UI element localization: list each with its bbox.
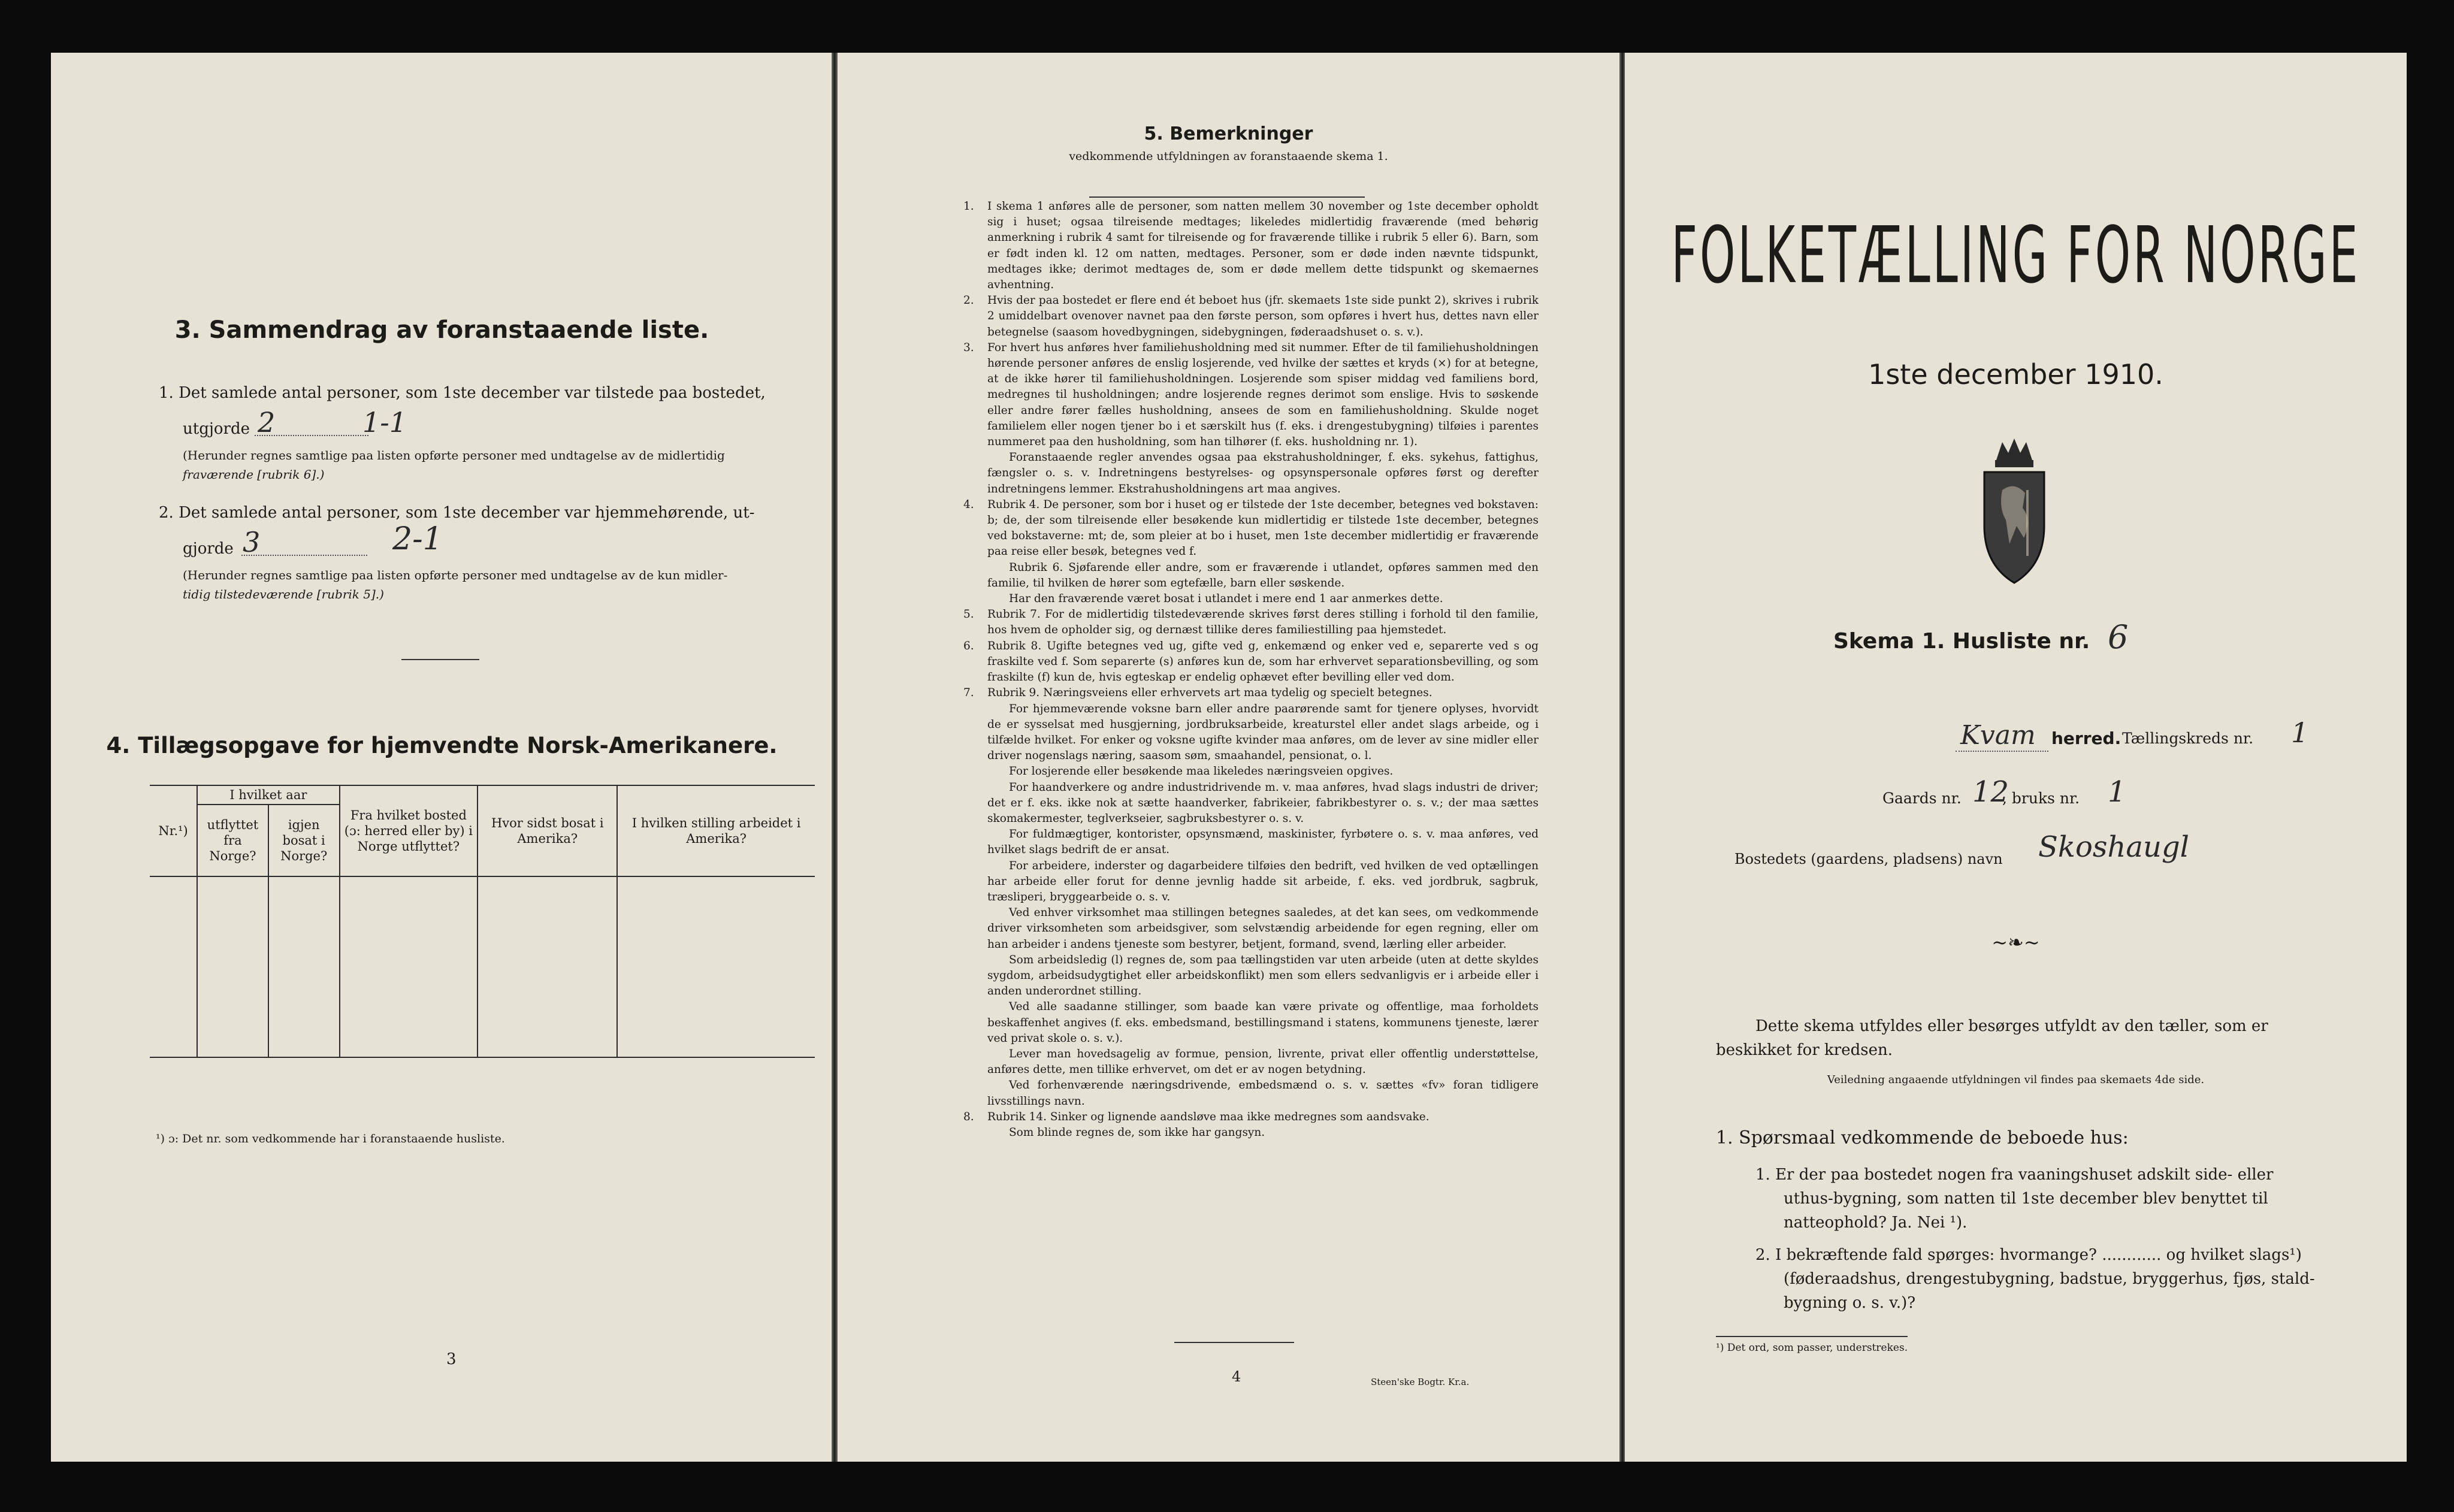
page-number-4: 4 xyxy=(1232,1368,1241,1385)
divider xyxy=(401,659,479,660)
q1-text: 1. Det samlede antal personer, som 1ste december var tilstede paa bostedet, xyxy=(159,384,766,402)
question-2-line-1: 2. I bekræftende fald spørges: hvormange? ............ og hvilket slags¹) xyxy=(1755,1246,2302,1264)
bruks-number: 1 xyxy=(2108,775,2126,809)
q1-note-b: fraværende [rubrik 6].) xyxy=(183,467,325,482)
question-1-line-1: 1. Er der paa bostedet nogen fra vaaningshuset adskilt side- eller xyxy=(1755,1166,2274,1184)
col-hvor: Hvor sidst bosat i Amerika? xyxy=(477,785,617,876)
remark-item-7: 7. Rubrik 9. Næringsveiens eller erhvervets art maa tydelig og specielt betegnes. For hjemmeværende voksne barn eller andre paarørende samt for tjenere oplyses, hvorvidt de er sysselsat med husgjerning, jordbruksarbeide, kreaturstel eller andet slags arbeide, og i tilfælde hvilket. For enker og voksne ugifte kvinder maa anføres, om de lever av sine midler eller driver nogenslags næring, saasom søm, smaahandel, pensionat, o. l. For losjerende eller besøkende maa likeledes næringsveien opgives. For haandverkere og andre industridrivende m. v. maa anføres, hvad slags industri de driver; det er f. eks. ikke nok at sætte haandverker, fabrikeier, fabrikbestyrer o. s. v.; der maa sættes skomakermester, teglverkseier, sagbruksbestyrer o. s. v. For fuldmægtiger, kontorister, opsynsmænd, maskinister, fyrbøtere o. s. v. maa anføres, ved hvilket slags bedrift de er ansat. For arbeidere, inderster og dagarbeidere tilføies den bedrift, ved hvilken de ved optællingen har arbeide eller forut for denne jevnlig hadde sit arbeide, f. eks. ved jordbruk, sagbruk, træsliperi, bryggearbeide o. s. v. Ved enhver virksomhet maa stillingen betegnes saaledes, at det kan sees, om vedkommende driver virksomheten som arbeidsgiver, som selvstændig arbeidende for egen regning, eller om han arbeider i andens tjeneste som bestyrer, betjent, formand, svend, lærling eller arbeider. Som arbeidsledig (l) regnes de, som paa tællingstiden var uten arbeide (uten at dette skyldes sygdom, arbeidsudygtighet eller arbeidskonflikt) men som ellers sedvanligvis er i arbeide eller i anden underordnet stilling. Ved alle saadanne stillinger, som baade kan være private og offentlige, maa forholdets beskaffenhet angives (f. eks. embedsmand, bestillingsmand i statens, kommunens tjeneste, lærer ved privat skole o. s. v.). Lever man hovedsagelig av formue, pension, livrente, privat eller offentlig understøttelse, anføres dette, men tillike erhvervet, om det er av nogen betydning. Ved forhenværende næringsdrivende, embedsmænd o. s. v. sættes «fv» foran tidligere livsstillings navn. xyxy=(963,687,1539,1108)
q2-text: 2. Det samlede antal personer, som 1ste december var hjemmehørende, ut- xyxy=(159,504,755,522)
printer-mark: Steen'ske Bogtr. Kr.a. xyxy=(1371,1377,1470,1387)
col-stilling: I hvilken stilling arbeidet i Amerika? xyxy=(617,785,815,876)
remarks-list xyxy=(963,199,1539,1141)
table-row xyxy=(150,913,815,949)
col-nr: Nr.¹) xyxy=(150,785,197,876)
intro-line-1: Dette skema utfyldes eller besørges utfyldt av den tæller, som er xyxy=(1755,1017,2268,1035)
page-fold xyxy=(832,53,838,1462)
col-igjen: igjen bosat i Norge? xyxy=(268,805,340,876)
census-title: FOLKETÆLLING FOR NORGE xyxy=(1671,210,2361,301)
q1-note-a: (Herunder regnes samtlige paa listen opførte personer med undtagelse av de midlertidig xyxy=(183,448,725,462)
herred-line xyxy=(1956,751,2048,752)
q1-handwritten-b: 1-1 xyxy=(362,406,407,439)
table-footnote: ¹) ɔ: Det nr. som vedkommende har i foranstaaende husliste. xyxy=(156,1132,505,1145)
page-3 xyxy=(51,53,833,1462)
question-1-line-3: natteophold? Ja. Nei ¹). xyxy=(1784,1214,1968,1232)
remark-item-6: 6. Rubrik 8. Ugifte betegnes ved ug, gifte ved g, enkemænd og enker ved e, separerte ved s og fraskilte ved f. Som separerte (s) anføres kun de, som har erhvervet separationsbevilling, og som fraskilte (f) kun de, hvis egteskap er endelig ophævet efter bevilling eller ved dom. xyxy=(963,639,1539,684)
question-2-line-3: bygning o. s. v.)? xyxy=(1784,1294,1916,1312)
q1-handwritten-a: 2 xyxy=(258,406,276,439)
schema-label: Skema 1. Husliste nr. xyxy=(1833,629,2090,654)
bosted-name: Skoshaugl xyxy=(2038,830,2190,864)
remarks-subheading: vedkommende utfyldningen av foranstaaende skema 1. xyxy=(1069,150,1388,163)
remarks-end-rule xyxy=(1174,1342,1294,1343)
census-date: 1ste december 1910. xyxy=(1868,358,2163,391)
q1-dotted-line xyxy=(255,435,368,436)
remark-item-3: 3. For hvert hus anføres hver familiehusholdning med sit nummer. Efter de til familiehusholdningen hørende personer anføres de enslig losjerende, ved hvilke der sættes et kryds (×) for at betegne, at de ikke hører til familiehusholdningen. Losjerende som spiser middag ved familiens bord, medregnes til husholdningen; andre losjerende regnes derimot som enslige. Hvis to søskende eller andre fører fælles husholdning, ansees de som en familiehusholdning. Skulde noget familielem eller nogen tjener bo i et særskilt hus (f. eks. i drengestubygning) tilføies i parentes nummeret paa den husholdning, som han tilhører (f. eks. husholdning nr. 1). Foranstaaende regler anvendes ogsaa paa ekstrahusholdninger, f. eks. sykehus, fattighus, fængsler o. s. v. Indretningens bestyrelses- og opsynspersonale opføres først og derefter indretningens lemmer. Ekstrahusholdningens art maa angives. xyxy=(963,341,1539,495)
remark-item-2: 2. Hvis der paa bostedet er flere end ét beboet hus (jfr. skemaets 1ste side punkt 2), skrives i rubrik 2 umiddelbart ovenover navnet paa den første person, som opføres i hvert hus, dettes navn eller betegnelse (saasom hovedbygningen, sidebygningen, føderaadshuset o. s. v.). xyxy=(963,294,1539,338)
col-utflyttet: utflyttet fra Norge? xyxy=(197,805,268,876)
remark-item-4: 4. Rubrik 4. De personer, som bor i huset og er tilstede der 1ste december, betegnes ved bokstaven: b; de, der som tilreisende eller besøkende kun midlertidig er tilstede 1ste december, betegnes ved bokstaverne: mt; de, som pleier at bo i huset, men 1ste december midlertidig er fraværende paa reise eller besøk, betegnes ved f. Rubrik 6. Sjøfarende eller andre, som er fraværende i utlandet, opføres sammen med den familie, til hvilken de hører som egtefælle, barn eller søskende. Har den fraværende været bosat i utlandet i mere end 1 aar anmerkes dette. xyxy=(963,498,1539,606)
intro-line-2: beskikket for kredsen. xyxy=(1716,1041,1893,1059)
q2-label: gjorde xyxy=(183,540,234,558)
remarks-rule xyxy=(1089,196,1365,198)
gaards-number: 12 xyxy=(1972,775,2009,809)
q1-label: utgjorde xyxy=(183,420,250,438)
herred-name: Kvam xyxy=(1960,720,2036,751)
gaards-label: Gaards nr. xyxy=(1882,790,1962,807)
col-group-aar: I hvilket aar xyxy=(197,785,339,805)
norway-coat-of-arms-icon xyxy=(1972,436,2056,586)
remark-item-8: 8. Rubrik 14. Sinker og lignende aandsløve maa ikke medregnes som aandsvake. Som blinde regnes de, som ikke har gangsyn. xyxy=(963,1110,1430,1139)
krets-number: 1 xyxy=(2291,716,2309,749)
remark-item-1: 1. I skema 1 anføres alle de personer, som natten mellem 30 november og 1ste december opholdt sig i huset; ogsaa tilreisende medtages; likeledes midlertidig fraværende (med behørig anmerkning i rubrik 4 samt for tilreisende og for fraværende tillike i rubrik 5 eller 6). Barn, som er født inden kl. 12 om natten, medtages. Personer, som er døde inden nævnte tidspunkt, medtages ikke; derimot medtages de, som er døde mellem dette tidspunkt og skemaernes avhentning. xyxy=(963,200,1539,292)
q2-dotted-line xyxy=(241,555,367,556)
table-row xyxy=(150,985,815,1021)
col-fra: Fra hvilket bosted (ɔ: herred eller by) i Norge utflyttet? xyxy=(340,785,478,876)
page-number-3: 3 xyxy=(446,1350,457,1368)
krets-label: Tællingskreds nr. xyxy=(2122,730,2254,747)
question-1-line-2: uthus-bygning, som natten til 1ste december blev benyttet til xyxy=(1784,1190,2268,1208)
herred-label: herred. xyxy=(2051,728,2121,748)
bruks-label: , bruks nr. xyxy=(2002,790,2080,807)
table-row xyxy=(150,1021,815,1057)
q2-note-b: tidig tilstedeværende [rubrik 5].) xyxy=(183,587,384,601)
questions-heading: 1. Spørsmaal vedkommende de beboede hus: xyxy=(1716,1127,2129,1148)
table-row xyxy=(150,876,815,913)
norsk-amerikanere-table xyxy=(150,785,815,1058)
page1-footnote: ¹) Det ord, som passer, understrekes. xyxy=(1716,1342,1908,1354)
remarks-heading: 5. Bemerkninger xyxy=(1144,123,1313,144)
q2-handwritten-a: 3 xyxy=(243,526,261,558)
guide-note: Veiledning angaaende utfyldningen vil findes paa skemaets 4de side. xyxy=(1827,1073,2205,1086)
q2-note-a: (Herunder regnes samtlige paa listen opførte personer med undtagelse av de kun midler- xyxy=(183,568,728,582)
q2-handwritten-b: 2-1 xyxy=(392,521,443,557)
remark-item-5: 5. Rubrik 7. For de midlertidig tilstedeværende skrives først deres stilling i forhold til den familie, hos hvem de opholder sig, og dernæst tillike deres familiestilling paa hjemstedet. xyxy=(963,608,1539,637)
section-4-heading: 4. Tillægsopgave for hjemvendte Norsk-Amerikanere. xyxy=(106,733,778,758)
page-1 xyxy=(1625,53,2407,1462)
footnote-rule xyxy=(1716,1336,1908,1337)
page-4 xyxy=(838,53,1619,1462)
table-row xyxy=(150,949,815,985)
ornament: ~❧~ xyxy=(1991,931,2040,954)
question-2-line-2: (føderaadshus, drengestubygning, badstue, bryggerhus, fjøs, stald- xyxy=(1784,1270,2315,1288)
section-3-heading: 3. Sammendrag av foranstaaende liste. xyxy=(174,316,709,344)
husliste-number: 6 xyxy=(2108,618,2129,656)
bosted-label: Bostedets (gaardens, pladsens) navn xyxy=(1734,851,2003,867)
